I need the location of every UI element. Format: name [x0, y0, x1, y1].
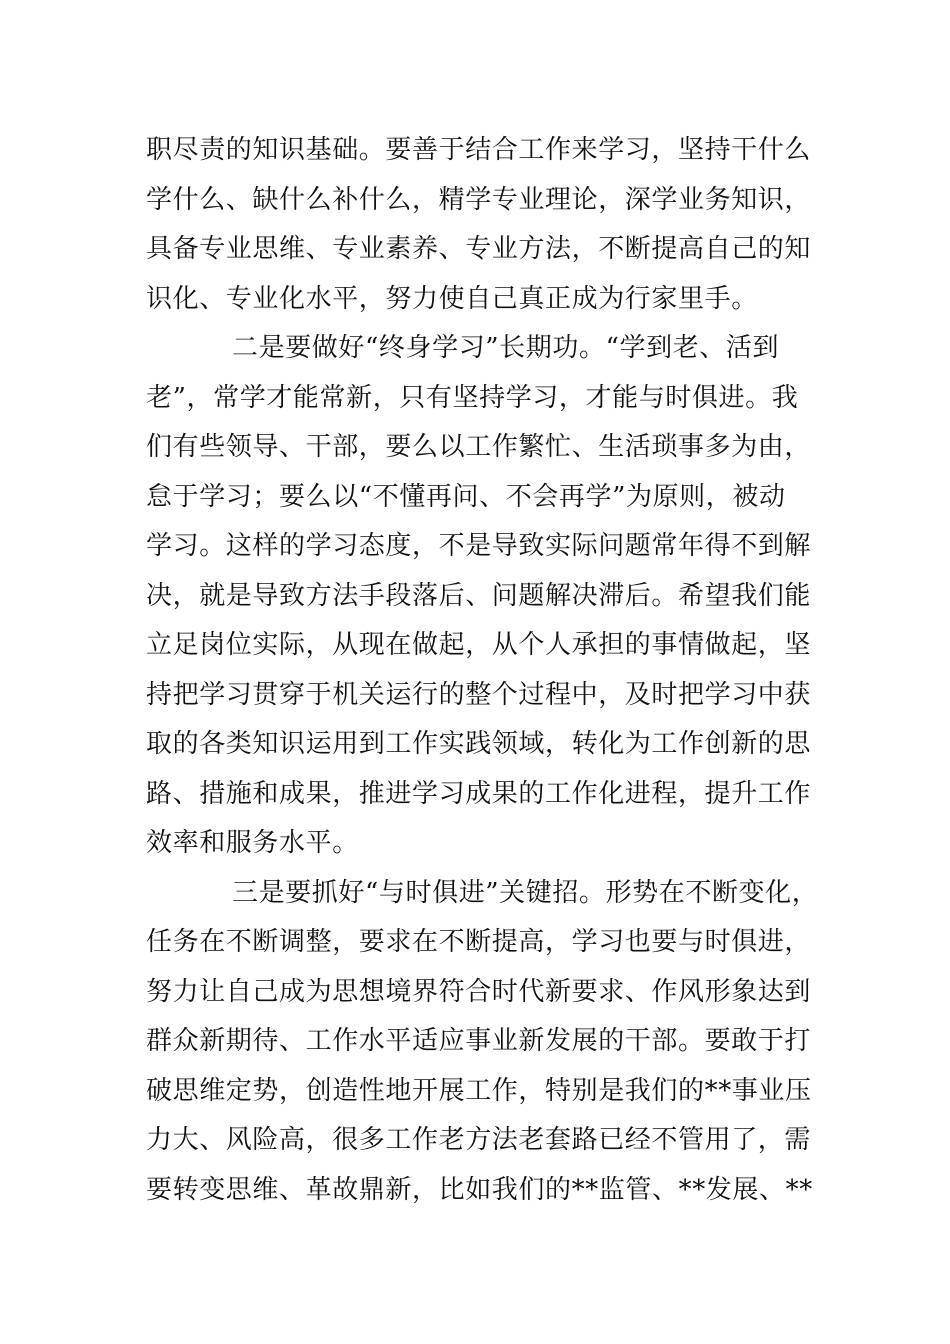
- text-line: 学什么、缺什么补什么，精学专业理论，深学业务知识，: [146, 184, 812, 215]
- text-line: 老”，常学才能常新，只有坚持学习，才能与时俱进。我: [146, 382, 799, 413]
- text-line: 力大、风险高，很多工作老方法老套路已经不管用了，需: [146, 1125, 812, 1155]
- body-text: [146, 126, 826, 1215]
- text-line: 决，就是导致方法手段落后、问题解决滞后。希望我们能: [146, 580, 812, 611]
- text-line: 取的各类知识运用到工作实践领域，转化为工作创新的思: [146, 729, 812, 759]
- text-line: 破思维定势，创造性地开展工作，特别是我们的**事业压: [146, 1075, 812, 1106]
- text-line: 学习。这样的学习态度，不是导致实际问题常年得不到解: [146, 531, 812, 561]
- text-line: 任务在不断调整，要求在不断提高，学习也要与时俱进，: [146, 927, 812, 957]
- text-line: 持把学习贯穿于机关运行的整个过程中，及时把学习中获: [146, 679, 812, 710]
- text-line: 要转变思维、革故鼎新，比如我们的**监管、**发展、**: [146, 1174, 813, 1205]
- paragraph-heading-line: 二是要做好“终身学习”长期功。“学到老、活到: [232, 333, 780, 363]
- text-line: 努力让自己成为思想境界符合时代新要求、作风形象达到: [146, 976, 812, 1007]
- text-line: 路、措施和成果，推进学习成果的工作化进程，提升工作: [146, 778, 812, 809]
- text-line: 立足岗位实际，从现在做起，从个人承担的事情做起，坚: [146, 630, 812, 660]
- text-line: 职尽责的知识基础。要善于结合工作来学习，坚持干什么: [146, 135, 812, 165]
- text-line: 效率和服务水平。: [146, 828, 359, 858]
- text-line: 们有些领导、干部，要么以工作繁忙、生活琐事多为由，: [146, 432, 812, 462]
- text-line: 怠于学习；要么以“不懂再问、不会再学”为原则，被动: [146, 481, 786, 512]
- paragraph-heading-line: 三是要抓好“与时俱进”关键招。形势在不断变化，: [232, 877, 819, 908]
- text-line: 具备专业思维、专业素养、专业方法，不断提高自己的知: [146, 234, 812, 264]
- text-line: 群众新期待、工作水平适应事业新发展的干部。要敢于打: [146, 1026, 812, 1056]
- text-line: 识化、专业化水平，努力使自己真正成为行家里手。: [146, 283, 758, 314]
